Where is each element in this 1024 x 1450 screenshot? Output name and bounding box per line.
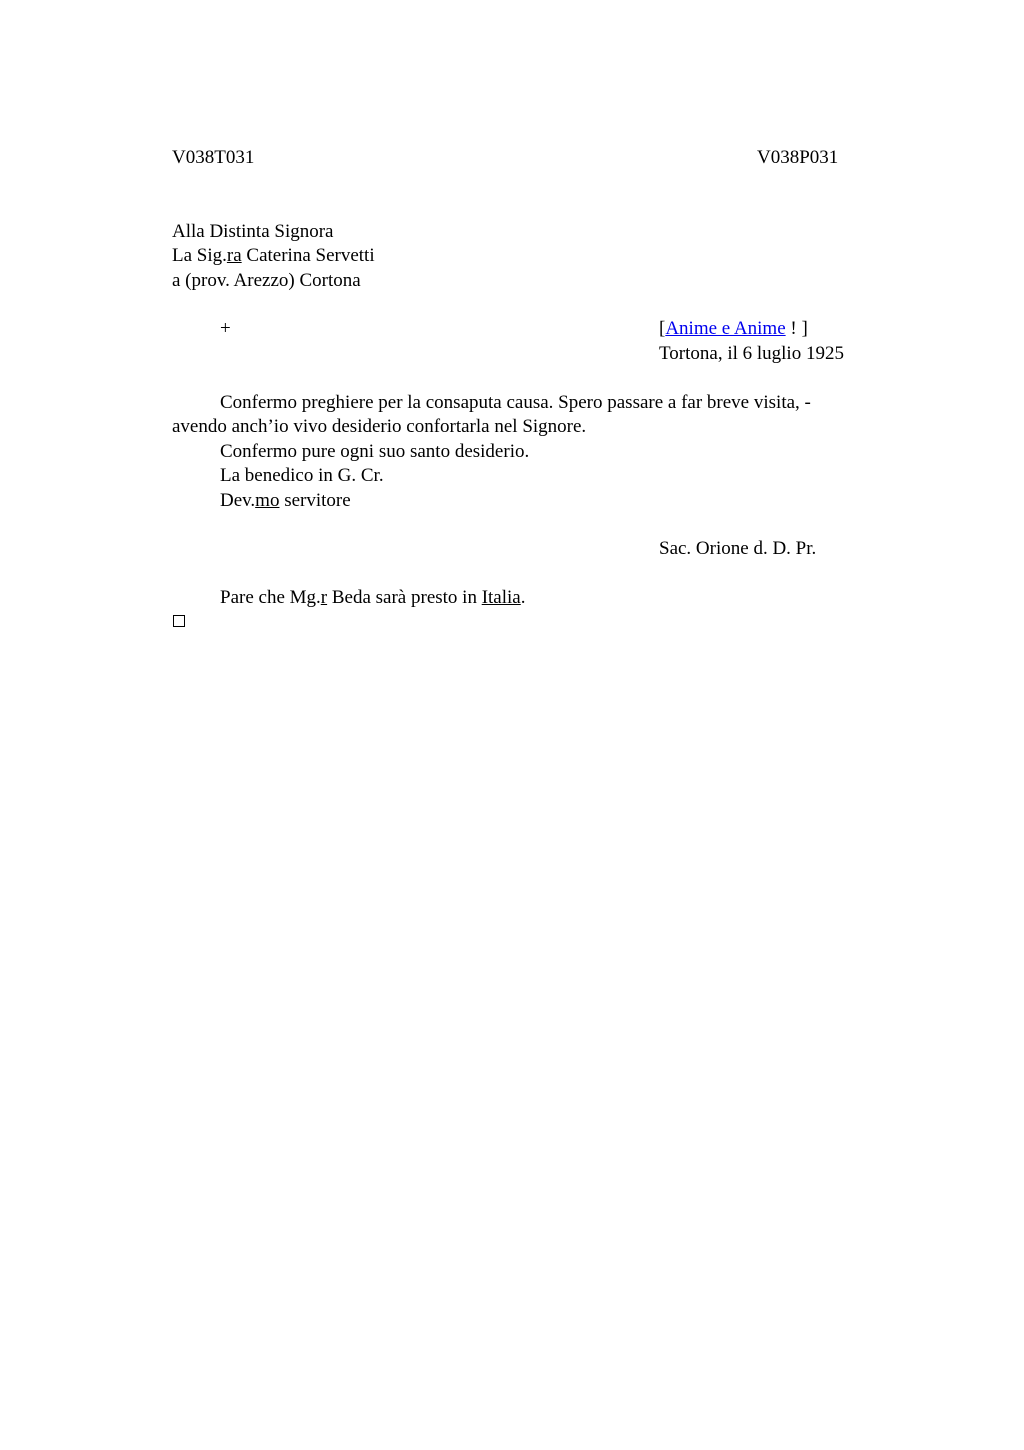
address-line-3: a (prov. Arezzo) Cortona [172, 270, 361, 291]
motto-line [659, 317, 808, 341]
address-title-prefix: La Sig. [172, 245, 227, 266]
postscript-end: . [520, 587, 526, 608]
bracket-open: [ [659, 318, 666, 339]
address-title-abbr: ra [226, 245, 242, 266]
closing-abbr: mo [255, 490, 280, 511]
end-marker-box [173, 615, 185, 627]
closing-line [220, 489, 351, 513]
postscript-place: Italia [481, 587, 521, 608]
right-reference-code: V038P031 [757, 147, 839, 168]
left-reference-code: V038T031 [172, 147, 255, 168]
place-date: Tortona, il 6 luglio 1925 [659, 343, 844, 364]
cross-symbol: + [220, 318, 231, 339]
body-line-4: La benedico in G. Cr. [220, 465, 384, 486]
closing-prefix: Dev. [220, 490, 256, 511]
postscript [220, 586, 525, 610]
address-line-1: Alla Distinta Signora [172, 221, 334, 242]
body-line-3: Confermo pure ogni suo santo desiderio. [220, 441, 530, 462]
signature: Sac. Orione d. D. Pr. [659, 538, 817, 559]
postscript-abbr: r [320, 587, 328, 608]
bracket-close: ! ] [785, 318, 808, 339]
closing-word: servitore [279, 490, 351, 511]
address-line-2 [172, 244, 375, 268]
address-name: Caterina Servetti [241, 245, 375, 266]
body-paragraph-line-2: avendo anch’io vivo desiderio confortarla nel Signore. [172, 416, 587, 437]
motto-link[interactable]: Anime e Anime [665, 318, 786, 339]
body-paragraph-line-1: Confermo preghiere per la consaputa causa. Spero passare a far breve visita, - [220, 392, 811, 413]
postscript-prefix: Pare che Mg. [220, 587, 321, 608]
postscript-middle: Beda sarà presto in [327, 587, 482, 608]
